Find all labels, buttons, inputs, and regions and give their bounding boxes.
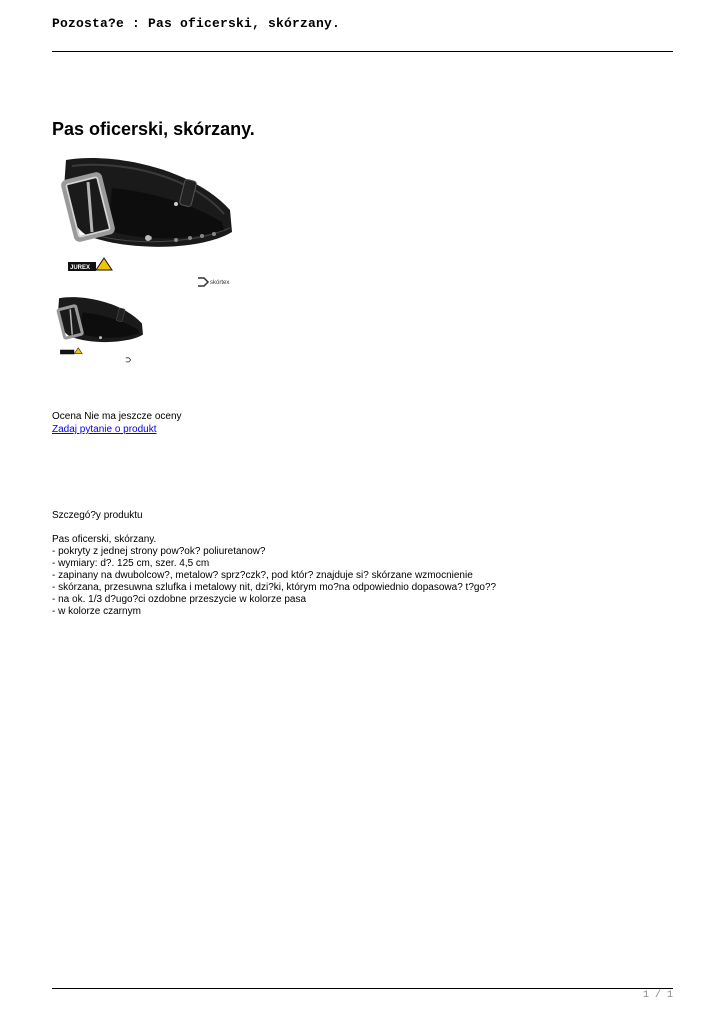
description-line: - na ok. 1/3 d?ugo?ci ozdobne przeszycie w kolorze pasa bbox=[52, 594, 307, 605]
belt-photo bbox=[52, 148, 242, 290]
document-header: Pozosta?e : Pas oficerski, skórzany. bbox=[52, 16, 341, 31]
product-description bbox=[52, 534, 496, 618]
description-line: - w kolorze czarnym bbox=[52, 606, 141, 617]
product-title: Pas oficerski, skórzany. bbox=[52, 119, 255, 139]
description-line: - skórzana, przesuwna szlufka i metalowy nit, dzi?ki, którym mo?na odpowiednio dopasowa? t?go?? bbox=[52, 582, 497, 593]
page-number: 1 / 1 bbox=[642, 990, 673, 1001]
product-image-thumbnail[interactable] bbox=[52, 291, 148, 365]
description-line: - zapinany na dwubolcow?, metalow? sprz?czk?, pod któr? znajduje si? skórzane wzmocnienie bbox=[52, 570, 473, 581]
description-line: Pas oficerski, skórzany. bbox=[52, 534, 157, 545]
belt-thumbnail bbox=[52, 291, 148, 365]
brand-logo-text: JUREX bbox=[70, 265, 91, 271]
product-details-heading: Szczegó?y produktu bbox=[52, 510, 143, 521]
header-divider bbox=[52, 51, 673, 52]
footer-divider bbox=[52, 988, 673, 989]
description-line: - wymiary: d?. 125 cm, szer. 4,5 cm bbox=[52, 558, 210, 569]
partner-logo-text: skórtex bbox=[210, 280, 230, 286]
product-rating: Ocena Nie ma jeszcze oceny bbox=[52, 411, 182, 422]
product-image-main[interactable] bbox=[52, 148, 242, 290]
description-line: - pokryty z jednej strony pow?ok? poliuretanow? bbox=[52, 546, 266, 557]
ask-question-link[interactable]: Zadaj pytanie o produkt bbox=[52, 424, 157, 435]
